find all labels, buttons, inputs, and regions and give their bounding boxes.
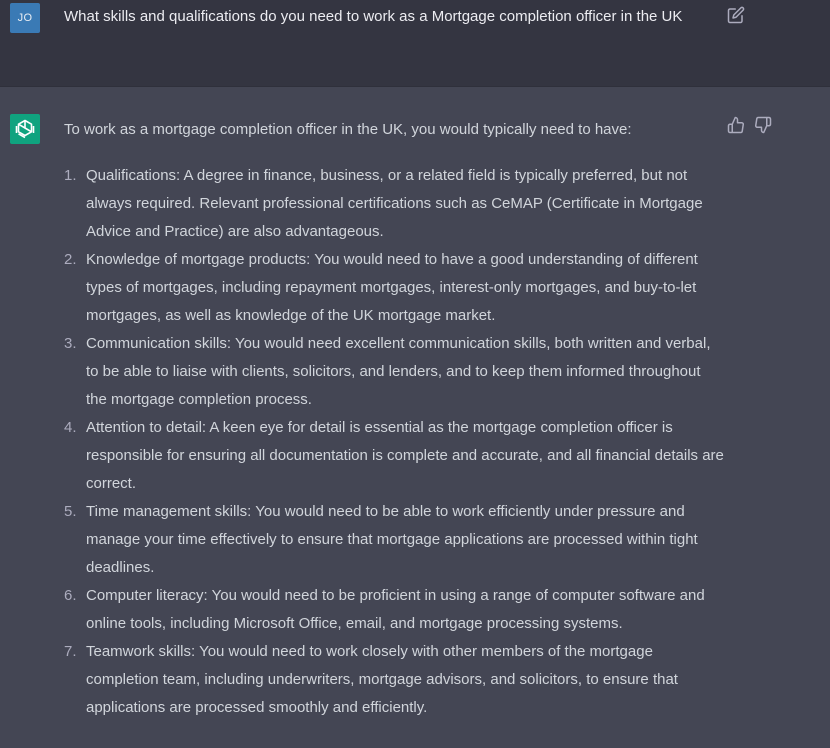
user-avatar: JO bbox=[10, 3, 40, 33]
list-item-number: 6. bbox=[64, 587, 77, 604]
user-message-text: What skills and qualifications do you need to work as a Mortgage completion officer in the UK bbox=[64, 8, 683, 25]
list-item bbox=[64, 162, 724, 246]
response-intro: To work as a mortgage completion officer in the UK, you would typically need to have: bbox=[64, 121, 632, 138]
list-item bbox=[64, 638, 724, 722]
list-item-text: Teamwork skills: You would need to work closely with other members of the mortgage completion team, including underwriters, mortgage advisors, and solicitors, to ensure that applications are processed smoothly and efficiently. bbox=[86, 643, 678, 716]
list-item-number: 1. bbox=[64, 167, 77, 184]
list-item-text: Computer literacy: You would need to be proficient in using a range of computer software and online tools, including Microsoft Office, email, and mortgage processing systems. bbox=[86, 587, 705, 632]
assistant-message bbox=[0, 87, 830, 748]
list-item-text: Qualifications: A degree in finance, business, or a related field is typically preferred, but not always required. Relevant professional certifications such as CeMAP (Certificate in Mortgage Advice and Practice) are also advantageous. bbox=[86, 167, 703, 240]
openai-logo-icon bbox=[14, 118, 36, 140]
edit-icon[interactable] bbox=[727, 6, 747, 26]
list-item-number: 4. bbox=[64, 419, 77, 436]
list-item-text: Time management skills: You would need to be able to work efficiently under pressure and manage your time effectively to ensure that mortgage applications are processed within tight deadlines. bbox=[86, 503, 698, 576]
list-item-text: Attention to detail: A keen eye for detail is essential as the mortgage completion officer is responsible for ensuring all documentation is complete and accurate, and all financial details are correct. bbox=[86, 419, 724, 492]
list-item-text: Knowledge of mortgage products: You would need to have a good understanding of different types of mortgages, including repayment mortgages, interest-only mortgages, and buy-to-let mortgages, as well as knowledge of the UK mortgage market. bbox=[86, 251, 698, 324]
thumbs-up-icon[interactable] bbox=[727, 116, 747, 136]
assistant-avatar bbox=[10, 114, 40, 144]
list-item bbox=[64, 330, 724, 414]
response-list bbox=[64, 162, 724, 722]
list-item-number: 7. bbox=[64, 643, 77, 660]
list-item bbox=[64, 246, 724, 330]
thumbs-down-icon[interactable] bbox=[754, 116, 774, 136]
list-item bbox=[64, 414, 724, 498]
list-item-number: 3. bbox=[64, 335, 77, 352]
list-item bbox=[64, 582, 724, 638]
assistant-response bbox=[64, 116, 724, 722]
list-item-number: 2. bbox=[64, 251, 77, 268]
list-item-number: 5. bbox=[64, 503, 77, 520]
list-item-text: Communication skills: You would need excellent communication skills, both written and verbal, to be able to liaise with clients, solicitors, and lenders, and to keep them informed throughout the mortgage completion process. bbox=[86, 335, 711, 408]
list-item bbox=[64, 498, 724, 582]
user-message bbox=[0, 0, 830, 87]
